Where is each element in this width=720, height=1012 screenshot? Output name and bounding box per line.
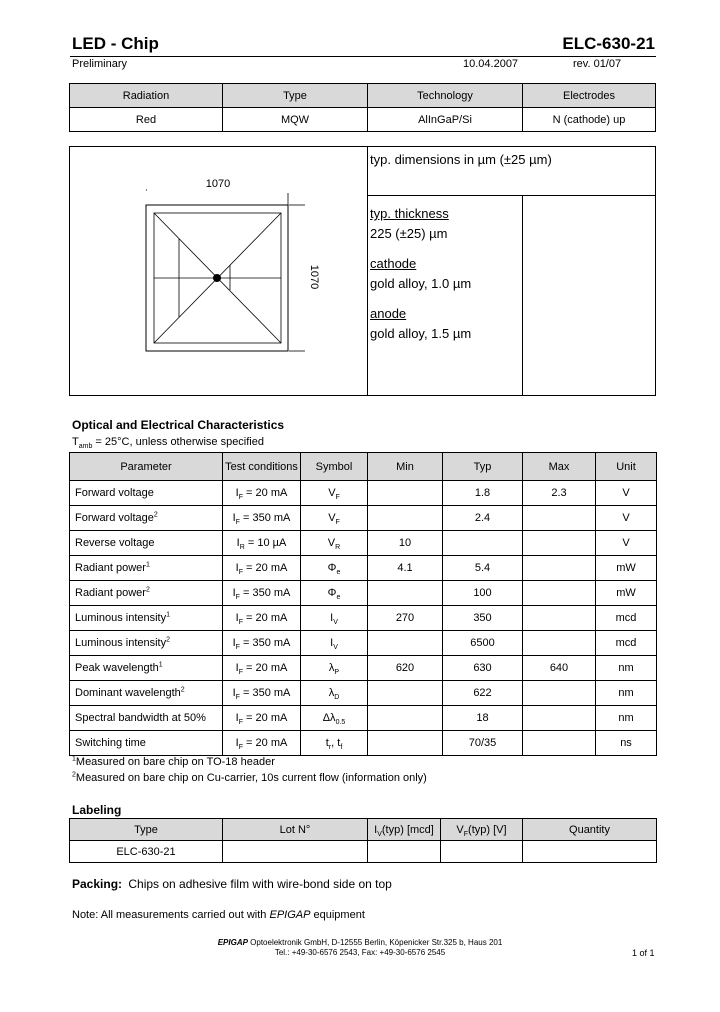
condition-cell: $I_R = 10$ µA [223, 531, 301, 556]
typ-cell: 70/35 [443, 731, 523, 756]
info-header-electrodes: Electrodes [523, 84, 656, 108]
parameter-cell: Forward voltage [70, 481, 223, 506]
char-header-parameter: Parameter [70, 453, 223, 481]
typ-cell: 622 [443, 681, 523, 706]
table-row [70, 606, 657, 631]
dimensions-divider [367, 146, 368, 395]
label-value-lot [223, 841, 368, 863]
dimensions-divider [522, 195, 523, 395]
parameter-cell: Luminous intensity$^1$ [70, 606, 223, 631]
min-cell [368, 681, 443, 706]
min-cell [368, 631, 443, 656]
parameter-cell: Peak wavelength$^1$ [70, 656, 223, 681]
condition-cell: $I_F = 350$ mA [223, 506, 301, 531]
info-header-radiation: Radiation [70, 84, 223, 108]
part-number: ELC-630-21 [562, 34, 655, 53]
info-header-technology: Technology [368, 84, 523, 108]
symbol-cell: $\Phi_e$ [301, 581, 368, 606]
dimensions-heading: typ. dimensions in µm (±25 µm) [370, 152, 552, 167]
info-value-radiation: Red [70, 108, 223, 132]
symbol-cell: $\lambda_P$ [301, 656, 368, 681]
symbol-cell: $t_r$, $t_f$ [301, 731, 368, 756]
min-cell: 270 [368, 606, 443, 631]
chip-drawing [140, 170, 340, 370]
date-text: 10.04.2007 [463, 58, 519, 70]
packing-note: Packing: Chips on adhesive film with wire-bond side on top [72, 877, 392, 891]
condition-cell: $I_F = 20$ mA [223, 656, 301, 681]
thickness-value: 225 (±25) µm [370, 226, 448, 241]
characteristics-title: Optical and Electrical Characteristics [72, 418, 285, 432]
char-header-max: Max [523, 453, 596, 481]
parameter-cell: Forward voltage$^2$ [70, 506, 223, 531]
characteristics-rows [70, 481, 657, 756]
max-cell [523, 606, 596, 631]
dimensions-divider [367, 195, 655, 196]
max-cell [523, 681, 596, 706]
document-title: LED - Chip [72, 34, 159, 53]
max-cell [523, 506, 596, 531]
unit-cell: ns [596, 731, 657, 756]
max-cell: 2.3 [523, 481, 596, 506]
parameter-cell: Reverse voltage [70, 531, 223, 556]
footer-address: EPIGAP Optoelektronik GmbH, D-12555 Berlin, Köpenicker Str.325 b, Haus 201 [217, 938, 503, 947]
table-row [70, 581, 657, 606]
char-header-symbol: Symbol [301, 453, 368, 481]
info-table [69, 83, 656, 132]
condition-cell: $I_F = 350$ mA [223, 581, 301, 606]
page-number: 1 of 1 [632, 948, 655, 958]
typ-cell: 6500 [443, 631, 523, 656]
min-cell: 4.1 [368, 556, 443, 581]
thickness-heading: typ. thickness [370, 206, 449, 221]
char-header-conditions: Test conditions [223, 453, 301, 481]
unit-cell: mcd [596, 606, 657, 631]
unit-cell: V [596, 531, 657, 556]
max-cell [523, 531, 596, 556]
table-row [70, 631, 657, 656]
label-value-vf [441, 841, 523, 863]
min-cell [368, 581, 443, 606]
label-header-vf: $V_F(typ)$ [V] [441, 819, 523, 841]
symbol-cell: $\Delta\lambda_{0.5}$ [301, 706, 368, 731]
footnote-1: $^1$Measured on bare chip on TO-18 header [72, 755, 275, 768]
info-header-type: Type [223, 84, 368, 108]
symbol-cell: $V_F$ [301, 506, 368, 531]
min-cell [368, 481, 443, 506]
typ-cell: 100 [443, 581, 523, 606]
table-row [70, 556, 657, 581]
characteristics-table [69, 452, 657, 756]
label-value-type: ELC-630-21 [70, 841, 223, 863]
typ-cell: 1.8 [443, 481, 523, 506]
measurement-note: Note: All measurements carried out with EPIGAP equipment [72, 909, 365, 921]
condition-cell: $I_F = 20$ mA [223, 556, 301, 581]
char-header-min: Min [368, 453, 443, 481]
footnote-2: $^2$Measured on bare chip on Cu-carrier, 10s current flow (information only) [72, 771, 427, 784]
info-value-technology: AlInGaP/Si [368, 108, 523, 132]
max-cell: 640 [523, 656, 596, 681]
symbol-cell: $V_F$ [301, 481, 368, 506]
info-value-electrodes: N (cathode) up [523, 108, 656, 132]
parameter-cell: Radiant power$^1$ [70, 556, 223, 581]
label-header-type: Type [70, 819, 223, 841]
unit-cell: mW [596, 581, 657, 606]
table-row [70, 506, 657, 531]
parameter-cell: Switching time [70, 731, 223, 756]
typ-cell: 5.4 [443, 556, 523, 581]
footer-contact: Tel.: +49-30-6576 2543, Fax: +49-30-6576 2545 [274, 948, 446, 957]
symbol-cell: $\lambda_D$ [301, 681, 368, 706]
parameter-cell: Dominant wavelength$^2$ [70, 681, 223, 706]
labeling-title: Labeling [72, 803, 122, 817]
condition-cell: $I_F = 20$ mA [223, 706, 301, 731]
label-value-iv [368, 841, 441, 863]
table-row [70, 706, 657, 731]
unit-cell: mW [596, 556, 657, 581]
unit-cell: nm [596, 656, 657, 681]
char-header-unit: Unit [596, 453, 657, 481]
bond-pad [213, 274, 221, 282]
label-header-lot: Lot N° [223, 819, 368, 841]
table-row [70, 681, 657, 706]
table-row [70, 531, 657, 556]
max-cell [523, 581, 596, 606]
max-cell [523, 631, 596, 656]
label-header-quantity: Quantity [523, 819, 657, 841]
min-cell [368, 706, 443, 731]
status-text: Preliminary [72, 58, 128, 70]
table-row [70, 656, 657, 681]
width-label: 1070 [205, 178, 231, 190]
ambient-note: $T_{amb} = 25^\circ C$, unless otherwise specified [72, 436, 264, 451]
condition-cell: $I_F = 350$ mA [223, 631, 301, 656]
table-row [70, 731, 657, 756]
typ-cell: 18 [443, 706, 523, 731]
cathode-heading: cathode [370, 256, 417, 271]
header-rule [70, 56, 656, 57]
info-value-type: MQW [223, 108, 368, 132]
symbol-cell: $V_R$ [301, 531, 368, 556]
height-label: 1070 [308, 264, 320, 290]
typ-cell: 2.4 [443, 506, 523, 531]
max-cell [523, 731, 596, 756]
unit-cell: V [596, 506, 657, 531]
condition-cell: $I_F = 20$ mA [223, 731, 301, 756]
max-cell [523, 706, 596, 731]
label-value-quantity [523, 841, 657, 863]
parameter-cell: Luminous intensity$^2$ [70, 631, 223, 656]
anode-value: gold alloy, 1.5 µm [370, 326, 472, 341]
symbol-cell: $I_V$ [301, 631, 368, 656]
symbol-cell: $I_V$ [301, 606, 368, 631]
min-cell [368, 731, 443, 756]
unit-cell: mcd [596, 631, 657, 656]
symbol-cell: $\Phi_e$ [301, 556, 368, 581]
typ-cell: 350 [443, 606, 523, 631]
typ-cell: 630 [443, 656, 523, 681]
parameter-cell: Radiant power$^2$ [70, 581, 223, 606]
label-header-iv: $I_V(typ)$ [mcd] [368, 819, 441, 841]
min-cell: 10 [368, 531, 443, 556]
unit-cell: V [596, 481, 657, 506]
max-cell [523, 556, 596, 581]
condition-cell: $I_F = 350$ mA [223, 681, 301, 706]
typ-cell [443, 531, 523, 556]
min-cell [368, 506, 443, 531]
unit-cell: nm [596, 706, 657, 731]
cathode-value: gold alloy, 1.0 µm [370, 276, 472, 291]
char-header-typ: Typ [443, 453, 523, 481]
labeling-table [69, 818, 657, 863]
table-row [70, 481, 657, 506]
condition-cell: $I_F = 20$ mA [223, 606, 301, 631]
unit-cell: nm [596, 681, 657, 706]
parameter-cell: Spectral bandwidth at 50% [70, 706, 223, 731]
anode-heading: anode [370, 306, 407, 321]
min-cell: 620 [368, 656, 443, 681]
condition-cell: $I_F = 20$ mA [223, 481, 301, 506]
revision-text: rev. 01/07 [573, 58, 622, 70]
